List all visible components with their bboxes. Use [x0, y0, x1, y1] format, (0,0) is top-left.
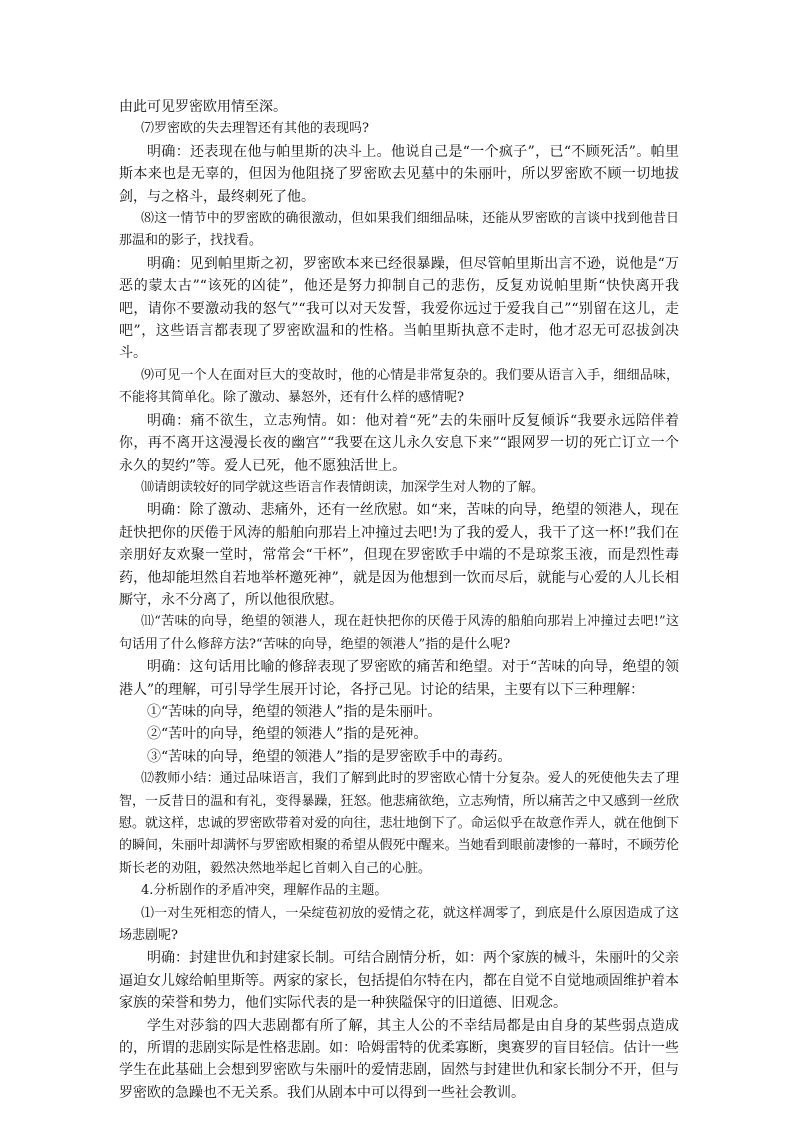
answer-4-1: 明确：封建世仇和封建家长制。可结合剧情分析，如：两个家族的械斗，朱丽叶的父亲逼迫女儿嫁给帕里斯等。两家的家长，包括提伯尔特在内，都在自觉不自觉地顽固维护着本家族的荣誉和势力，他们实际代表的是一种狭隘保守的旧道德、旧观念。 [119, 950, 679, 1012]
section-heading-4: 4.分析剧作的矛盾冲突，理解作品的主题。 [141, 883, 388, 899]
answer-10: 明确：除了激动、悲痛外，还有一丝欣慰。如“来，苦味的向导，绝望的领港人，现在赶快把你的厌倦于风涛的船舶向那岩上冲撞过去吧!为了我的爱人，我干了这一杯!”我们在亲朋好友欢聚一堂时，常常会“干杯”，但现在罗密欧手中端的不是琼浆玉液，而是烈性毒药，他却能坦然自若地举杯邀死神”，就是因为他想到一饮而尽后，就能与心爱的人儿长相厮守，永不分离了，所以他很欣慰。 [119, 502, 679, 608]
question-8: ⑻这一情节中的罗密欧的确很激动，但如果我们细细品味，还能从罗密欧的言谈中找到他昔日那温和的影子，找找看。 [119, 211, 679, 249]
document-page [119, 96, 679, 1104]
interpretation-2: ②“苦叶的向导，绝望的领港人”指的是死神。 [147, 726, 428, 743]
paragraph-1: 由此可见罗密欧用情至深。 [119, 99, 287, 115]
interpretation-3: ③“苦味的向导，绝望的领港人”指的是罗密欧手中的毒药。 [147, 748, 512, 765]
question-4-1: ⑴一对生死相恋的情人，一朵绽苞初放的爱情之花，就这样凋零了，到底是什么原因造成了这场悲剧呢? [119, 905, 679, 944]
answer-11: 明确：这句话用比喻的修辞表现了罗密欧的痛苦和绝望。对于“苦味的向导，绝望的领港人”的理解，可引导学生展开讨论，各抒己见。讨论的结果，主要有以下三种理解： [119, 659, 679, 698]
answer-9: 明确：痛不欲生，立志殉情。如：他对着“死”去的朱丽叶反复倾诉“我要永远陪伴着你，再不离开这漫漫长夜的幽宫”“我要在这儿永久安息下来”“跟网罗一切的死亡订立一个永久的契约”等。爱人已死，他不愿独活世上。 [119, 412, 679, 474]
closing-paragraph: 学生对莎翁的四大悲剧都有所了解，其主人公的不幸结局都是由自身的某些弱点造成的，所谓的悲剧实际是性格悲剧。如：哈姆雷特的优柔寡断，奥赛罗的盲目轻信。估计一些学生在此基础上会想到罗密欧与朱丽叶的爱情悲剧，固然与封建世仇和家长制分不开，但与罗密欧的急躁也不无关系。我们从剧本中可以得到一些社会教训。 [119, 1017, 679, 1101]
question-7: ⑺罗密欧的失去理智还有其他的表现吗? [141, 121, 369, 137]
question-11: ⑾“苦味的向导，绝望的领港人，现在赶快把你的厌倦于风涛的船舶向那岩上冲撞过去吧!”这句话用了什么修辞方法?“苦味的向导，绝望的领港人”指的是什么呢? [119, 614, 679, 652]
answer-7: 明确：还表现在他与帕里斯的决斗上。他说自己是“一个疯子”，已“不顾死活”。帕里斯本来也是无辜的，但因为他阻挠了罗密欧去见墓中的朱丽叶，所以罗密欧不顾一切地拔剑，与之格斗，最终刺死了他。 [119, 143, 679, 205]
interpretation-1: ①“苦味的向导，绝望的领港人”指的是朱丽叶。 [147, 703, 442, 720]
question-10: ⑽请朗读较好的同学就这些语言作表情朗读，加深学生对人物的了解。 [141, 479, 545, 495]
answer-8: 明确：见到帕里斯之初，罗密欧本来已经很暴躁，但尽管帕里斯出言不逊，说他是“万恶的蒙太古”“该死的凶徒”，他还是努力抑制自己的悲伤，反复劝说帕里斯“快快离开我吧，请你不要激动我的怒气”“我可以对天发誓，我爱你远过于爱我自己”“别留在这儿，走吧”，这些语言都表现了罗密欧温和的性格。当帕里斯执意不走时，他才忍无可忍拔剑决斗。 [119, 255, 679, 362]
teacher-summary: ⑿教师小结：通过品味语言，我们了解到此时的罗密欧心情十分复杂。爱人的死使他失去了理智，一反昔日的温和有礼，变得暴躁，狂怒。他悲痛欲绝，立志殉情，所以痛苦之中又感到一丝欣慰。就这样，忠诚的罗密欧带着对爱的向往，悲壮地倒下了。命运似乎在故意作弄人，就在他倒下的瞬间，朱丽叶却满怀与罗密欧相聚的希望从假死中醒来。当她看到眼前凄惨的一幕时，不顾劳伦斯长老的劝阻，毅然决然地举起匕首刺入自己的心脏。 [119, 771, 679, 876]
question-9: ⑼可见一个人在面对巨大的变故时，他的心情是非常复杂的。我们要从语言入手，细细品味，不能将其简单化。除了激动、暴怒外，还有什么样的感情呢? [119, 367, 679, 406]
